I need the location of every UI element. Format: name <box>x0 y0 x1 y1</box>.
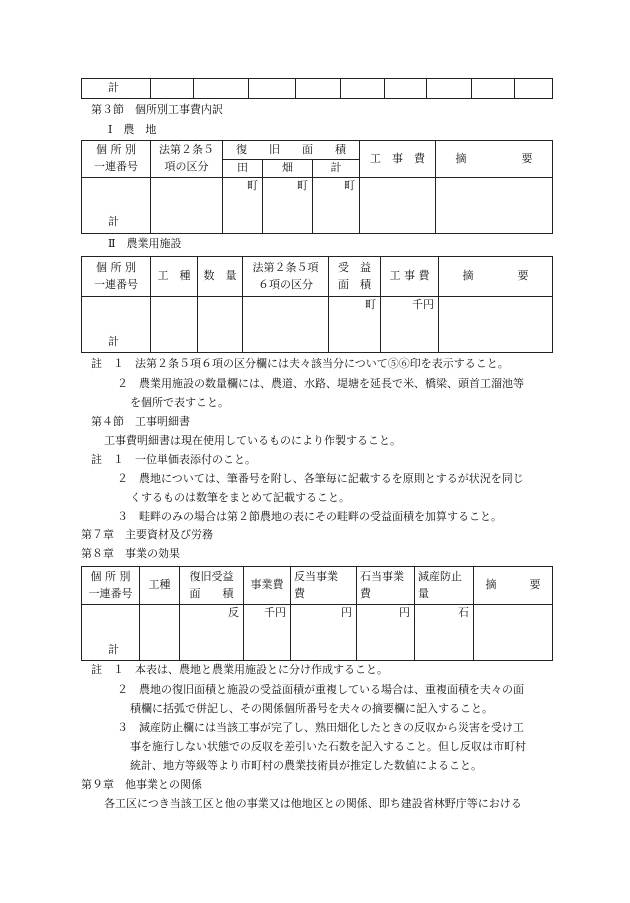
t1-header-kei: 計 <box>313 160 360 178</box>
t3-header-koku <box>357 567 415 605</box>
t1-header-hata: 畑 <box>263 160 313 178</box>
top-partial-table <box>81 78 553 99</box>
c8-note-2: ２ 農地の復旧面積と施設の受益面積が重複している場合は、重複面積を夫々の面 <box>117 683 524 696</box>
t1-h-id-1: 個 所 別 <box>96 143 136 157</box>
t3-h-id-1: 個 所 別 <box>90 570 131 583</box>
s4-note-3: ３ 畦畔のみの場合は第２節農地の表にその畦畔の受益面積を加算すること。 <box>117 510 502 523</box>
t2-header-area <box>329 257 381 297</box>
chapter7-heading: 第７章 主要資材及び労務 <box>81 528 213 541</box>
t2-unit-area: 町 <box>329 297 381 353</box>
t1-header-class <box>151 141 223 178</box>
effect-table <box>81 566 553 661</box>
t1-unit-kei: 町 <box>313 177 360 233</box>
chapter9-heading: 第９章 他事業との関係 <box>81 778 202 791</box>
t1-unit-ta: 町 <box>223 177 263 233</box>
section4-heading: 第４節 工事明細書 <box>91 415 190 428</box>
t1-h-cls-1: 法第２条５ <box>159 143 214 157</box>
t1-h-id-2: 一連番号 <box>94 159 138 173</box>
s3-note-2: ２ 農業用施設の数量欄には、農道、水路、堤塘を延長で米、橋梁、頭首工溜池等 <box>117 377 524 390</box>
t2-header-cost: 工 事 費 <box>381 257 439 297</box>
t1-h-cls-2: 項の区分 <box>164 159 209 173</box>
chapter8-heading: 第８章 事業の効果 <box>81 547 180 560</box>
t3-h-area-1: 復旧受益 <box>189 570 234 583</box>
t3-header-anti <box>291 567 357 605</box>
t2-header-class <box>243 257 329 297</box>
facility-table <box>81 256 553 353</box>
t3-unit-anti: 円 <box>291 605 357 661</box>
t3-h-prev-1: 減産防止 <box>418 570 462 583</box>
t3-header-id <box>82 567 140 605</box>
t2-header-kind: 工 種 <box>151 257 198 297</box>
t3-header-cost: 事業費 <box>244 567 291 605</box>
s4-note-2b: くするものは数筆をまとめて記載すること。 <box>130 491 350 504</box>
c8-note-1: 註 １ 本表は、農地と農業用施設とに分け作成すること。 <box>91 663 388 676</box>
t2-h-cls-2: ６項の区分 <box>258 277 313 291</box>
t3-unit-area: 反 <box>180 605 244 661</box>
t1-header-area: 復 旧 面 積 <box>223 141 360 160</box>
t2-header-note: 摘 要 <box>439 257 553 297</box>
section4-body: 工事費明細書は現在使用しているものにより作製すること。 <box>104 434 401 447</box>
c8-note-3: ３ 減産防止欄には当該工事が完了し、熟田畑化したときの反収から災害を受け工 <box>117 721 524 734</box>
t1-header-ta: 田 <box>223 160 263 178</box>
t3-h-area-2: 面 積 <box>189 586 234 600</box>
t3-unit-cost: 千円 <box>244 605 291 661</box>
t3-h-koku-2: 費 <box>360 586 371 600</box>
s4-note-2: ２ 農地については、筆番号を附し、各筆毎に記載するを原則とするが状況を同じ <box>117 472 524 485</box>
t2-h-cls-1: 法第２条５項 <box>252 261 319 274</box>
t2-h-id-1: 個 所 別 <box>96 261 136 274</box>
t3-header-area <box>180 567 244 605</box>
t2-h-area-1: 受 益 <box>338 261 371 274</box>
t3-h-id-2: 一連番号 <box>88 586 133 600</box>
t2-h-id-2: 一連番号 <box>94 277 138 291</box>
t1-total-label: 計 <box>82 177 151 233</box>
c8-note-3c: 統計、地方等級等より市町村の農業技術員が推定した数値によること。 <box>130 759 482 772</box>
section3-sub1: Ⅰ 農 地 <box>108 123 157 136</box>
t2-h-area-2: 面 積 <box>338 277 371 291</box>
section3-heading: 第３節 個所別工事費内訳 <box>91 103 223 116</box>
s3-note-1: 註 １ 法第２条５項６項の区分欄には夫々該当分について⑤⑥印を表示すること。 <box>91 357 509 370</box>
t3-header-prev <box>415 567 474 605</box>
t1-header-id <box>82 141 151 178</box>
t3-h-prev-2: 量 <box>418 586 429 600</box>
t2-header-id <box>82 257 151 297</box>
top-total-label: 計 <box>82 79 151 99</box>
t1-unit-hata: 町 <box>263 177 313 233</box>
t3-h-anti-2: 費 <box>294 586 305 600</box>
t1-header-note: 摘 要 <box>436 141 553 178</box>
t1-header-cost: 工 事 費 <box>360 141 436 178</box>
t3-total-label: 計 <box>82 605 140 661</box>
t3-header-kind: 工種 <box>140 567 180 605</box>
section3-sub2: Ⅱ 農業用施設 <box>108 237 182 250</box>
farmland-table <box>81 140 553 234</box>
s4-note-1: 註 １ 一位単価表添付のこと。 <box>91 453 256 466</box>
t3-h-anti-1: 反当事業 <box>294 570 338 583</box>
t3-unit-prev: 石 <box>415 605 474 661</box>
s3-note-2b: を個所で表すこと。 <box>130 396 229 409</box>
c8-note-2b: 積欄に括弧で併記し、その関係個所番号を夫々の摘要欄に記入すること。 <box>130 702 493 715</box>
c8-note-3b: 事を施行しない状態での反収を差引いた石数を記入すること。但し反収は市町村 <box>130 740 526 753</box>
t2-unit-cost: 千円 <box>381 297 439 353</box>
t2-total-label: 計 <box>82 297 151 353</box>
t3-h-koku-1: 石当事業 <box>360 570 404 583</box>
chapter9-body: 各工区につき当該工区と他の事業又は他地区との関係、即ち建設省林野庁等における <box>104 797 522 810</box>
t2-header-qty: 数 量 <box>198 257 243 297</box>
t3-unit-koku: 円 <box>357 605 415 661</box>
t3-header-note: 摘 要 <box>474 567 553 605</box>
